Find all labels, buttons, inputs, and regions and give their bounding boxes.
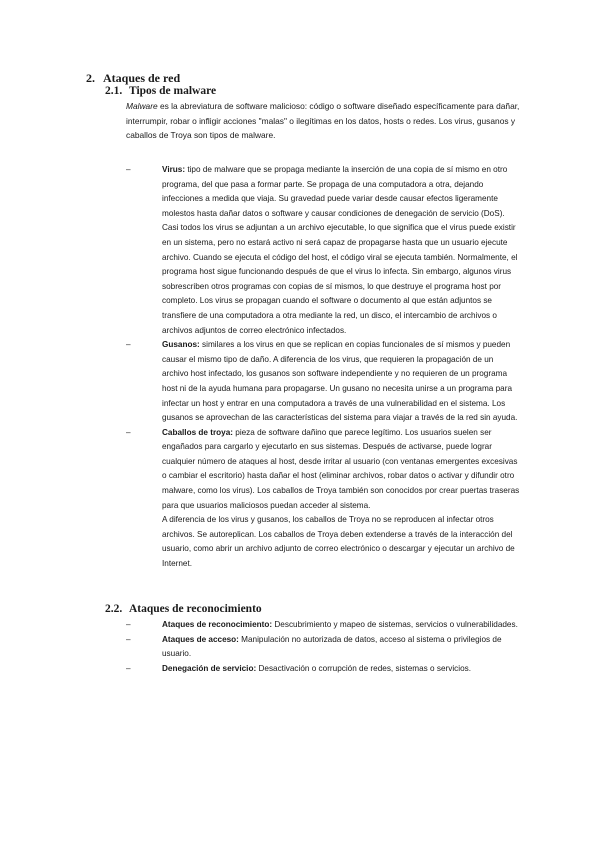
dash-bullet: – bbox=[126, 634, 131, 644]
list-item-acceso bbox=[126, 633, 521, 662]
list-item-term: Denegación de servicio: bbox=[162, 663, 257, 673]
list-item-text: Desactivación o corrupción de redes, sistemas o servicios. bbox=[256, 663, 471, 673]
section-heading bbox=[86, 71, 180, 86]
list-item-term: Ataques de reconocimiento: bbox=[162, 620, 273, 629]
list-item-term: Virus: bbox=[162, 165, 186, 174]
list-item-text: Manipulación no autorizada de datos, acceso al sistema o privilegios de usuario. bbox=[162, 634, 502, 659]
recon-attacks-list bbox=[126, 618, 521, 676]
list-item-term: Ataques de acceso: bbox=[162, 634, 239, 644]
list-item-text: tipo de malware que se propaga mediante la inserción de una copia de sí mismo en otro programa, del que pasa a formar parte. Se propaga de una computadora a otra, dejando infecciones a medida que viaja. Su gravedad puede variar desde causar efectos ligeramente molestos hasta dañar datos o software y causar condiciones de denegación de servicio (DoS). Casi todos los virus se adjuntan a un archivo ejecutable, lo que significa que el virus puede existir en un sistema, pero no estará activo ni será capaz de propagarse hasta que un usuario ejecute archivo. Cuando se ejecuta el código del host, el código viral se ejecuta también. Normalmente, el programa host sigue funcionando después de que el virus lo infecta. Sin embargo, algunos virus sobrescriben otros programas con copias de sí mismos, lo que destruye el programa host por completo. Los virus se propagan cuando el software o documento al que están adjuntos se transfiere de una computadora a otra mediante la red, un disco, el intercambio de archivos o archivos adjuntos de correo electrónico infectados. bbox=[162, 165, 518, 335]
subsection-title: Ataques de reconocimiento bbox=[129, 603, 262, 615]
malware-intro-paragraph bbox=[126, 99, 526, 143]
malware-intro-text: es la abreviatura de software malicioso: código o software diseñado específicamente para dañar, interrumpir, robar o infligir acciones "malas" o ilegítimas en los datos, hosts o redes. Los virus, gusanos y caballos de Troya son tipos de malware. bbox=[126, 101, 520, 141]
subsection-heading-recon bbox=[105, 603, 262, 615]
list-item-term: Caballos de troya: bbox=[162, 427, 233, 437]
list-item-caballos-de-troya bbox=[126, 426, 521, 572]
subsection-heading-malware bbox=[105, 85, 216, 97]
list-item-denegacion-servicio bbox=[126, 662, 521, 677]
list-item-gusanos bbox=[126, 338, 521, 426]
dash-bullet: – bbox=[126, 165, 131, 174]
dash-bullet: – bbox=[126, 427, 131, 437]
dash-bullet: – bbox=[126, 340, 131, 350]
list-item-text: pieza de software dañino que parece legítimo. Los usuarios suelen ser engañados para cargarlo y ejecutarlo en sus sistemas. Después de activarse, puede lograr cualquier número de ataques al host, desde irritar al usuario (con ventanas emergentes excesivas o cambiar el escritorio) hasta dañar el host (eliminar archivos, robar datos o activar y difundir otro malware, como los virus). Los caballos de Troya también son conocidos por crear puertas traseras para que usuarios maliciosos puedan acceder al sistema. bbox=[162, 427, 520, 510]
malware-types-list bbox=[126, 163, 521, 572]
list-item-extra-paragraph: A diferencia de los virus y gusanos, los caballos de Troya no se reproducen al infectar otros archivos. Se autoreplican. Los caballos de Troya deben extenderse a través de la interacción del usuario, como abrir un archivo adjunto de correo electrónico o descargar y ejecutar un archivo de Internet. bbox=[162, 515, 515, 569]
list-item-term: Gusanos: bbox=[162, 340, 200, 350]
list-item-text: Descubrimiento y mapeo de sistemas, servicios o vulnerabilidades. bbox=[272, 620, 518, 629]
dash-bullet: – bbox=[126, 620, 131, 629]
dash-bullet: – bbox=[126, 663, 131, 673]
section-title: Ataques de red bbox=[103, 71, 181, 85]
subsection-number: 2.2. bbox=[105, 603, 123, 615]
subsection-title: Tipos de malware bbox=[129, 85, 217, 97]
list-item-text: similares a los virus en que se replican en copias funcionales de sí mismos y pueden causar el mismo tipo de daño. A diferencia de los virus, que requieren la propagación de un archivo host infectado, los gusanos son software independiente y no requieren de un programa host ni de la ayuda humana para propagarse. Un gusano no necesita unirse a un programa para infectar un host y entrar en una computadora a través de una vulnerabilidad en el sistema. Los gusanos se aprovechan de las características del sistema para viajar a través de la red sin ayuda. bbox=[162, 340, 518, 423]
subsection-number: 2.1. bbox=[105, 85, 123, 97]
malware-term: Malware bbox=[126, 101, 158, 111]
section-number: 2. bbox=[86, 71, 95, 85]
list-item-virus bbox=[126, 163, 521, 338]
list-item-reconocimiento bbox=[126, 618, 521, 633]
